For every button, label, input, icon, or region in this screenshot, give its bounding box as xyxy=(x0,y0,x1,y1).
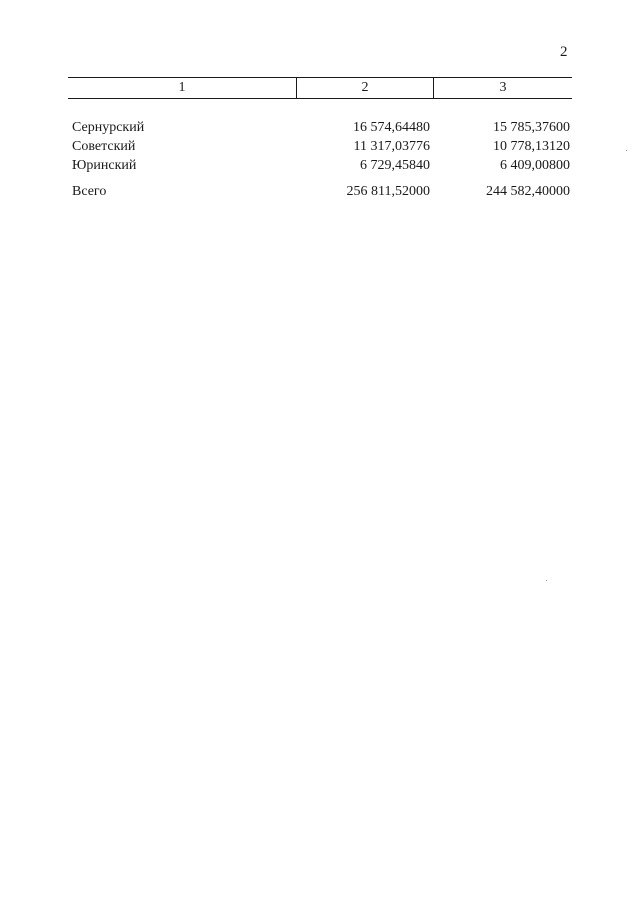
value-col-3: 15 785,37600 xyxy=(493,119,570,135)
district-name: Сернурский xyxy=(72,119,145,135)
total-label: Всего xyxy=(72,183,107,199)
column-header-1: 1 xyxy=(68,78,297,98)
scan-speck xyxy=(546,580,547,581)
value-col-2: 11 317,03776 xyxy=(353,138,430,154)
table-row xyxy=(68,156,572,175)
column-header-3: 3 xyxy=(499,80,507,95)
total-col-2: 256 811,52000 xyxy=(346,183,430,199)
data-table xyxy=(68,77,572,201)
column-header-2: 2 xyxy=(297,78,434,98)
table-body xyxy=(68,118,572,201)
total-row xyxy=(68,182,572,201)
value-col-3: 10 778,13120 xyxy=(493,138,570,154)
scan-speck xyxy=(626,150,627,151)
table-row xyxy=(68,137,572,156)
district-name: Советский xyxy=(72,138,136,154)
value-col-2: 6 729,45840 xyxy=(360,157,430,173)
district-name: Юринский xyxy=(72,157,137,173)
table-row xyxy=(68,118,572,137)
page-number: 2 xyxy=(560,44,568,60)
value-col-3: 6 409,00800 xyxy=(500,157,570,173)
total-col-3: 244 582,40000 xyxy=(486,183,570,199)
table-header-row xyxy=(68,77,572,99)
value-col-2: 16 574,64480 xyxy=(353,119,430,135)
